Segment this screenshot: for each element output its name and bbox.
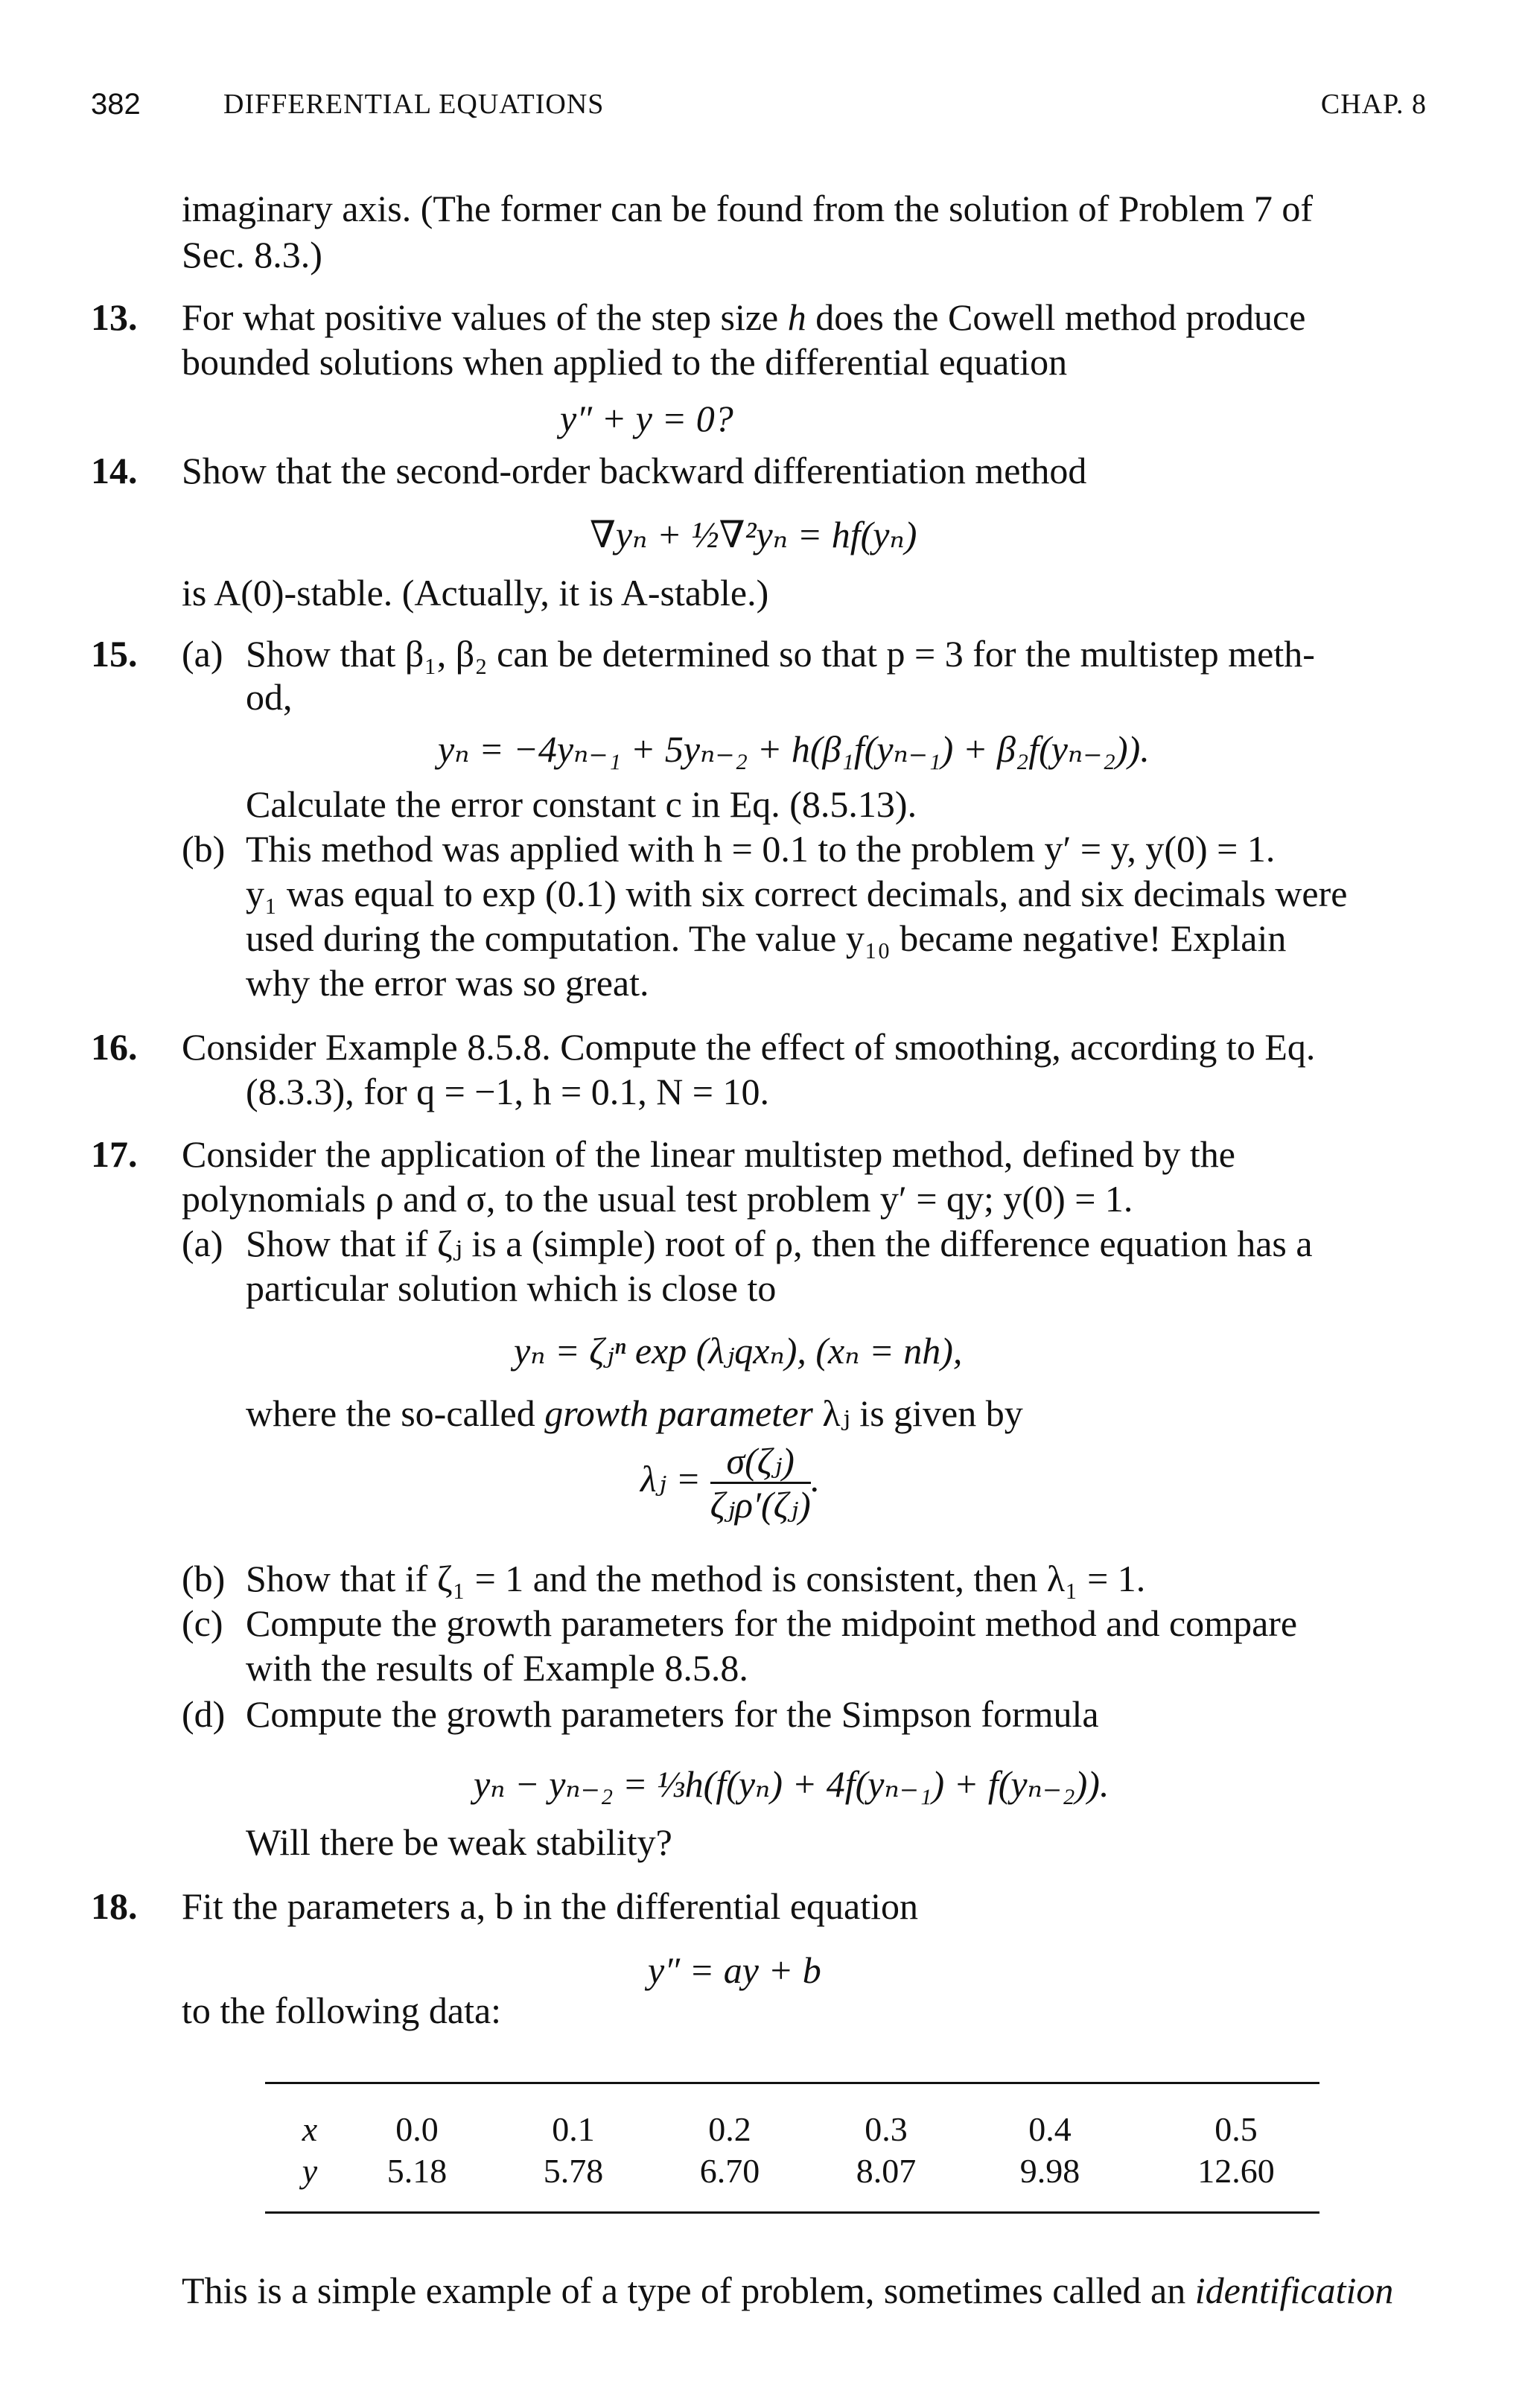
problem-17a-line-2: particular solution which is close to — [246, 1267, 777, 1309]
table-bottom-rule — [265, 2211, 1319, 2214]
table-cell: 0.5 — [1214, 2110, 1258, 2148]
problem-17b-line: Show that if ζ₁ = 1 and the method is consistent, then λ₁ = 1. — [246, 1558, 1146, 1599]
problem-14-equation: ∇yₙ + ½∇²yₙ = hf(yₙ) — [590, 514, 917, 555]
table-cell: 8.07 — [856, 2152, 917, 2190]
problem-17-equation-2: λⱼ = $\frac{\text{σ(ζⱼ)}}{\text{ζⱼρ′(ζⱼ)}}$ . — [640, 1440, 821, 1526]
problem-13-line-2: bounded solutions when applied to the differential equation — [182, 341, 1068, 383]
problem-14-number: 14. — [91, 450, 138, 491]
problem-17c-line-1: Compute the growth parameters for the midpoint method and compare — [246, 1602, 1298, 1644]
table-cell: 0.4 — [1028, 2110, 1072, 2148]
problem-18-line-2: to the following data: — [182, 1990, 502, 2031]
problem-15b-line-4: why the error was so great. — [246, 962, 649, 1004]
page-number: 382 — [91, 88, 141, 121]
problem-15a-line-1: Show that β₁, β₂ can be determined so that p = 3 for the multistep meth- — [246, 633, 1315, 675]
table-row-label: x — [302, 2110, 318, 2148]
intro-line-2: Sec. 8.3.) — [182, 234, 322, 275]
problem-15b-line-2: y₁ was equal to exp (0.1) with six correct decimals, and six decimals were — [246, 873, 1348, 914]
problem-17c-line-2: with the results of Example 8.5.8. — [246, 1647, 748, 1689]
problem-15b-line-3: used during the computation. The value y₁₀ became negative! Explain — [246, 917, 1287, 959]
problem-13-line-1: For what positive values of the step size h does the Cowell method produce — [182, 296, 1306, 338]
problem-17-equation-1: yₙ = ζⱼⁿ exp (λⱼqxₙ), (xₙ = nh), — [514, 1330, 963, 1372]
problem-15-equation: yₙ = −4yₙ₋₁ + 5yₙ₋₂ + h(β₁f(yₙ₋₁) + β₂f(yₙ₋₂)). — [438, 728, 1150, 770]
problem-18-equation: y″ = ay + b — [648, 1949, 821, 1991]
table-cell: 12.60 — [1197, 2152, 1275, 2190]
problem-15-number: 15. — [91, 633, 138, 675]
problem-17a-line-1: Show that if ζⱼ is a (simple) root of ρ, then the difference equation has a — [246, 1223, 1313, 1264]
table-cell: 9.98 — [1019, 2152, 1080, 2190]
growth-parameter-fraction: $\frac{\text{σ(ζⱼ)}}{\text{ζⱼρ′(ζⱼ)}}$ — [710, 1440, 811, 1526]
problem-16-number: 16. — [91, 1026, 138, 1068]
problem-18-line-1: Fit the parameters a, b in the differential equation — [182, 1885, 919, 1927]
chapter-label: CHAP. 8 — [1320, 89, 1427, 120]
problem-17c-label: (c) — [182, 1602, 223, 1644]
problem-17-line-2: polynomials ρ and σ, to the usual test problem y′ = qy; y(0) = 1. — [182, 1178, 1133, 1220]
problem-14-line-2: is A(0)-stable. (Actually, it is A-stable.) — [182, 572, 769, 614]
problem-13-equation: y″ + y = 0? — [560, 398, 733, 439]
problem-15b-line-1: This method was applied with h = 0.1 to the problem y′ = y, y(0) = 1. — [246, 828, 1276, 870]
closing-line: This is a simple example of a type of problem, sometimes called an identification — [182, 2270, 1394, 2311]
problem-17d-line-2: Will there be weak stability? — [246, 1821, 672, 1863]
table-row-label: y — [302, 2152, 318, 2190]
problem-13-number: 13. — [91, 296, 138, 338]
problem-18-number: 18. — [91, 1885, 138, 1927]
table-cell: 0.3 — [865, 2110, 908, 2148]
intro-line-1: imaginary axis. (The former can be found from the solution of Problem 7 of — [182, 188, 1314, 229]
problem-17-equation-3: yₙ − yₙ₋₂ = ⅓h(f(yₙ) + 4f(yₙ₋₁) + f(yₙ₋₂)). — [474, 1763, 1109, 1805]
problem-17a-label: (a) — [182, 1223, 223, 1264]
problem-17d-line-1: Compute the growth parameters for the Simpson formula — [246, 1693, 1099, 1735]
problem-15a-line-2: od, — [246, 676, 293, 718]
table-top-rule — [265, 2082, 1319, 2084]
problem-15a-label: (a) — [182, 633, 223, 675]
table-cell: 5.78 — [543, 2152, 604, 2190]
running-title: DIFFERENTIAL EQUATIONS — [223, 89, 605, 120]
table-cell: 0.2 — [708, 2110, 751, 2148]
problem-17d-label: (d) — [182, 1693, 226, 1735]
table-cell: 0.1 — [552, 2110, 595, 2148]
table-cell: 0.0 — [395, 2110, 439, 2148]
problem-15a-line-3: Calculate the error constant c in Eq. (8.5.13). — [246, 783, 917, 825]
table-cell: 5.18 — [386, 2152, 448, 2190]
problem-17-number: 17. — [91, 1133, 138, 1175]
problem-17a-line-3: where the so-called growth parameter λⱼ is given by — [246, 1392, 1023, 1434]
problem-15b-label: (b) — [182, 828, 226, 870]
problem-14-line-1: Show that the second-order backward differentiation method — [182, 450, 1087, 491]
problem-17b-label: (b) — [182, 1558, 226, 1599]
table-cell: 6.70 — [699, 2152, 760, 2190]
problem-16-line-2: (8.3.3), for q = −1, h = 0.1, N = 10. — [246, 1071, 770, 1112]
problem-16-line-1: Consider Example 8.5.8. Compute the effect of smoothing, according to Eq. — [182, 1026, 1316, 1068]
problem-17-line-1: Consider the application of the linear multistep method, defined by the — [182, 1133, 1235, 1175]
